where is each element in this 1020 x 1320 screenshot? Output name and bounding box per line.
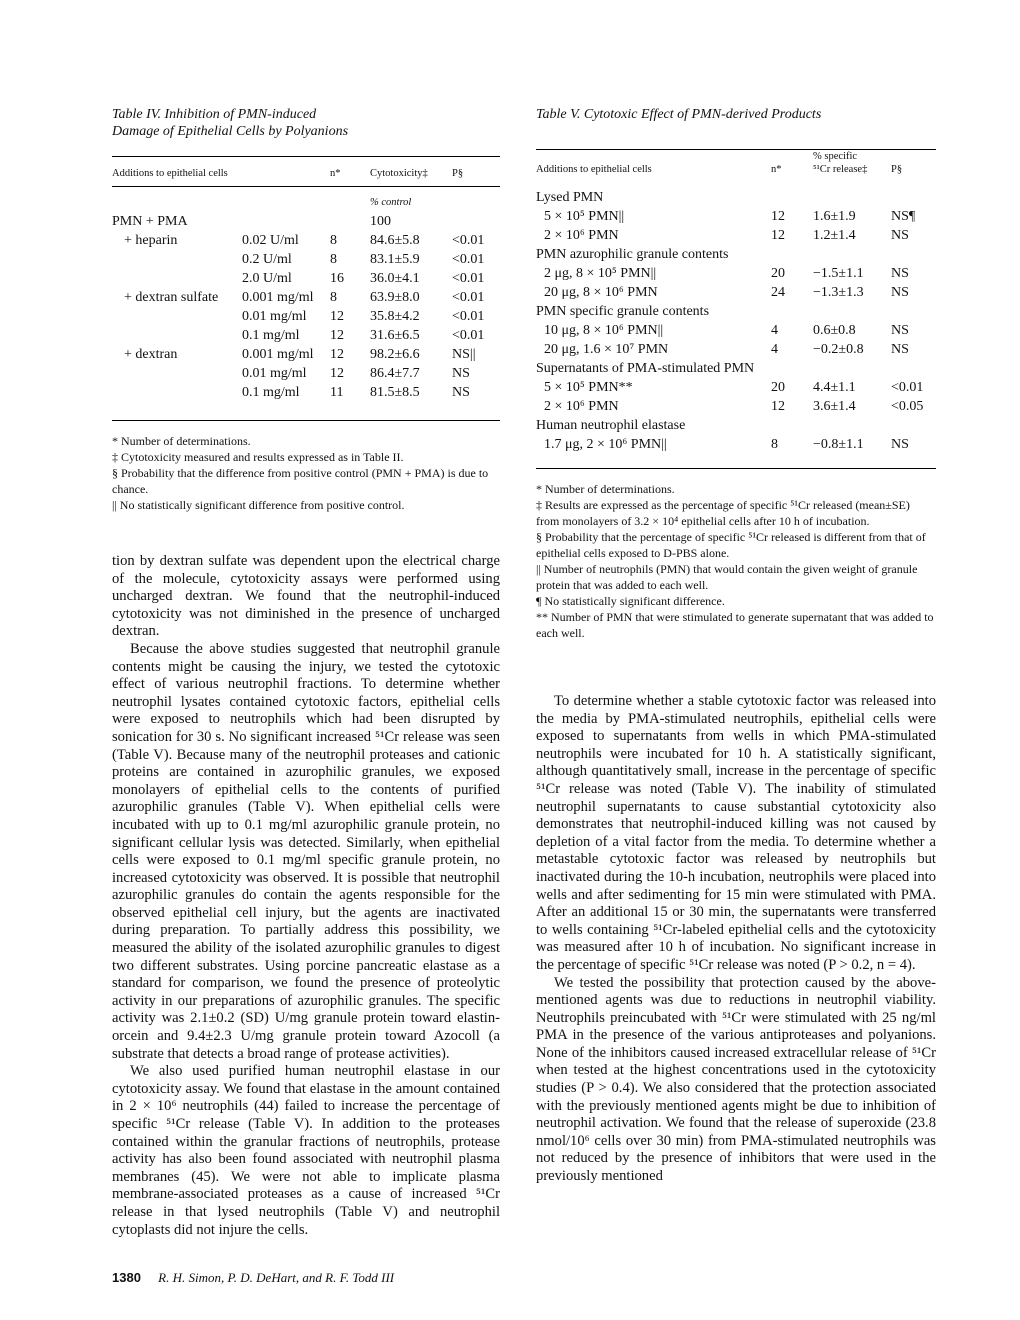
table-iv-caption: Table IV. Inhibition of PMN-induced Damage of Epithelial Cells by Polyanions xyxy=(112,107,349,139)
cell-agent: + heparin xyxy=(124,233,178,248)
cell-cytotoxicity: 84.6±5.8 xyxy=(370,233,420,248)
table-row xyxy=(112,250,500,269)
table-row xyxy=(112,231,500,250)
cell-p: NS xyxy=(452,385,470,400)
table-v xyxy=(536,149,936,454)
table-row xyxy=(112,307,500,326)
table-row xyxy=(536,302,936,321)
table-row xyxy=(536,435,936,454)
cell-n: 8 xyxy=(330,252,337,267)
cell-release: −1.3±1.3 xyxy=(813,285,864,300)
cell-p xyxy=(891,245,936,264)
table-row xyxy=(536,283,936,302)
cell-dose: 0.1 mg/ml xyxy=(242,385,300,400)
cell-dose: 0.01 mg/ml xyxy=(242,366,307,381)
paragraph: tion by dextran sulfate was dependent upon the electrical charge of the molecule, cytotoxicity assays were performed using uncharged dextran. We found that the neutrophil-induced cytotoxicity was not diminished in the presence of uncharged dextran. xyxy=(112,553,500,640)
cell-n: 12 xyxy=(771,228,785,243)
table-row xyxy=(536,321,936,340)
cell-n: 12 xyxy=(330,366,344,381)
table-row xyxy=(112,326,500,345)
cell-agent xyxy=(112,250,242,269)
cell-n: 16 xyxy=(330,271,344,286)
cell-cytotoxicity: 35.8±4.2 xyxy=(370,309,420,324)
cell-n: 20 xyxy=(771,380,785,395)
cell-agent xyxy=(112,364,242,383)
cell-p: NS xyxy=(891,323,909,338)
cell-p: <0.01 xyxy=(452,290,485,305)
cell-label: 2 × 10⁶ PMN xyxy=(544,228,619,243)
col-n: n* xyxy=(330,168,341,179)
cell-agent: + dextran sulfate xyxy=(124,290,219,305)
cell-release: −1.5±1.1 xyxy=(813,266,864,281)
cell-p: <0.05 xyxy=(891,399,924,414)
cell-label: 5 × 10⁵ PMN|| xyxy=(544,209,625,224)
table-row xyxy=(536,378,936,397)
table-row xyxy=(112,212,500,231)
table-row xyxy=(112,288,500,307)
right-body-text xyxy=(536,693,936,1186)
cell-release: −0.2±0.8 xyxy=(813,342,864,357)
cell-label: 5 × 10⁵ PMN** xyxy=(544,380,633,395)
cell-p: <0.01 xyxy=(891,380,924,395)
cell-n xyxy=(771,302,813,321)
table-row xyxy=(536,397,936,416)
cell-dose: 2.0 U/ml xyxy=(242,271,292,286)
footnote: ‡ Cytotoxicity measured and results expressed as in Table II. xyxy=(112,450,404,464)
table-v-caption: Table V. Cytotoxic Effect of PMN-derived Products xyxy=(536,107,822,122)
cell-n xyxy=(330,212,370,231)
footnote: * Number of determinations. xyxy=(536,482,675,496)
cell-cytotoxicity: 36.0±4.1 xyxy=(370,271,420,286)
cell-release xyxy=(813,245,891,264)
cell-dose xyxy=(242,212,330,231)
table-row xyxy=(536,245,936,264)
cell-n: 12 xyxy=(330,347,344,362)
cell-cytotoxicity: 81.5±8.5 xyxy=(370,385,420,400)
cell-cytotoxicity: 63.9±8.0 xyxy=(370,290,420,305)
table-row xyxy=(536,416,936,435)
footnote: * Number of determinations. xyxy=(112,434,251,448)
cell-p xyxy=(891,359,936,378)
cell-release xyxy=(813,359,891,378)
cell-dose: 0.001 mg/ml xyxy=(242,347,314,362)
cell-cytotoxicity: 86.4±7.7 xyxy=(370,366,420,381)
cell-cytotoxicity: 31.6±6.5 xyxy=(370,328,420,343)
cell-p: <0.01 xyxy=(452,271,485,286)
col-n: n* xyxy=(771,164,782,175)
table-row xyxy=(536,264,936,283)
cell-n: 24 xyxy=(771,285,785,300)
left-body-text xyxy=(112,553,500,1239)
cell-p: NS¶ xyxy=(891,209,916,224)
cell-p: <0.01 xyxy=(452,328,485,343)
cell-release: 1.2±1.4 xyxy=(813,228,856,243)
table-row xyxy=(536,340,936,359)
paragraph: Because the above studies suggested that neutrophil granule contents might be causing the injury, we tested the cytotoxic effect of various neutrophil fractions. To determine whether neutrophil lysates contained cytotoxic factors, epithelial cells were exposed to neutrophils which had been disrupted by sonication for 30 s. No significant increased ⁵¹Cr release was seen (Table V). Because many of the neutrophil proteases and cationic proteins are contained in azurophilic granules, we exposed monolayers of epithelial cells to the contents of purified azurophilic granules (Table V). When epithelial cells were incubated with up to 0.1 mg/ml azurophilic granule protein, no significant cellular lysis was detected. Similarly, when epithelial cells were exposed to 0.1 mg/ml specific granule protein, no increased cytotoxicity was observed. It is possible that neutrophil azurophilic granules do contain the agents responsible for the observed epithelial cell injury, but the agents are inactivated during preparation. To partially address this possibility, we measured the ability of the isolated azurophilic granules to digest two different substrates. Using porcine pancreatic elastase as a standard for comparison, we found the presence of proteolytic activity in our preparations of azurophilic granules. The specific activity was 2.1±0.2 (SD) U/mg granule protein toward elastin-orcein and 9.4±2.3 U/mg granule protein toward Azocoll (a substrate that detects a broad range of protease activities). xyxy=(112,640,500,1062)
page-footer xyxy=(112,1270,394,1286)
paragraph: We also used purified human neutrophil elastase in our cytotoxicity assay. We found that elastase in the amount contained in 2 × 10⁶ neutrophils (44) failed to increase the percentage of specific ⁵¹Cr release (Table V). In addition to the proteases contained within the granular fractions of neutrophils, protease activity has also been found associated with neutrophil plasma membranes (45). We were not able to implicate plasma membrane-associated proteases as a cause of increased ⁵¹Cr release in that lysed neutrophils (Table V) and neutrophil cytoplasts did not injure the cells. xyxy=(112,1063,500,1238)
table-row xyxy=(536,207,936,226)
cell-n xyxy=(771,182,813,207)
cell-release: 3.6±1.4 xyxy=(813,399,856,414)
footnote: || Number of neutrophils (PMN) that would contain the given weight of granule protein that was added to each well. xyxy=(536,562,918,592)
cell-n: 20 xyxy=(771,266,785,281)
col-additions: Additions to epithelial cells xyxy=(112,168,228,179)
cell-release xyxy=(813,302,891,321)
cell-p xyxy=(891,302,936,321)
table-row xyxy=(536,226,936,245)
cell-agent: + dextran xyxy=(124,347,178,362)
cell-agent xyxy=(112,269,242,288)
cell-agent xyxy=(112,383,242,402)
table-iv-footnotes xyxy=(112,433,500,513)
cell-label: Human neutrophil elastase xyxy=(536,418,686,433)
cell-p: NS xyxy=(452,366,470,381)
cell-p: NS xyxy=(891,342,909,357)
cell-n xyxy=(771,245,813,264)
cell-n: 4 xyxy=(771,323,778,338)
cell-n xyxy=(771,359,813,378)
cell-p: <0.01 xyxy=(452,233,485,248)
cell-n: 8 xyxy=(330,233,337,248)
cell-label: 20 μg, 1.6 × 10⁷ PMN xyxy=(544,342,669,357)
page-number: 1380 xyxy=(112,1270,141,1285)
col-cytotoxicity: Cytotoxicity‡ xyxy=(370,168,428,179)
cell-n: 4 xyxy=(771,342,778,357)
cell-p xyxy=(891,182,936,207)
paragraph: To determine whether a stable cytotoxic factor was released into the media by PMA-stimulated neutrophils, epithelial cells were exposed to supernatants from wells in which PMA-stimulated neutrophils were incubated for 10 h. A statistically significant, although quantitatively small, increase in the percentage of specific ⁵¹Cr release was noted (Table V). The inability of stimulated neutrophil supernatants to cause substantial cytotoxicity also demonstrates that neutrophil-induced killing was not caused by depletion of a vital factor from the media. To determine whether a metastable cytotoxic factor was released by neutrophils but inactivated during the 10-h incubation, neutrophils were placed into wells and after sedimenting for 15 min were stimulated with PMA. After an additional 15 or 30 min, the supernatants were transferred to wells containing ⁵¹Cr-labeled epithelial cells and the cytotoxicity was measured after 10 h of incubation. No significant increase in the percentage of specific ⁵¹Cr release was noted (P > 0.2, n = 4). xyxy=(536,693,936,973)
footnote: ‡ Results are expressed as the percentage of specific ⁵¹Cr released (mean±SE) from monolayers of 3.2 × 10⁴ epithelial cells after 10 h of incubation. xyxy=(536,498,910,528)
cell-n: 8 xyxy=(771,437,778,452)
table-row xyxy=(112,269,500,288)
cell-n: 8 xyxy=(330,290,337,305)
cell-dose: 0.02 U/ml xyxy=(242,233,299,248)
table-row xyxy=(112,364,500,383)
cell-dose: 0.1 mg/ml xyxy=(242,328,300,343)
cell-dose: 0.001 mg/ml xyxy=(242,290,314,305)
table-v-footnotes xyxy=(536,481,936,641)
paragraph: We tested the possibility that protection caused by the above-mentioned agents was due to reductions in neutrophil viability. Neutrophils preincubated with ⁵¹Cr were stimulated with 25 ng/ml PMA in the presence of the various antiproteases and polyanions. None of the inhibitors caused increased extracellular release of ⁵¹Cr when tested at the highest concentrations used in the cytotoxicity studies (P > 0.4). We also considered that the protection associated with the previously mentioned agents might be due to inhibition of neutrophil activation. We found that the release of superoxide (23.8 nmol/10⁶ cells over 30 min) from PMA-stimulated neutrophils was not reduced by the presence of inhibitors that were used in the previously mentioned xyxy=(536,974,936,1185)
cell-agent xyxy=(112,307,242,326)
footnote: ** Number of PMN that were stimulated to generate supernatant that was added to each well. xyxy=(536,610,934,640)
cell-release: 0.6±0.8 xyxy=(813,323,856,338)
table-row xyxy=(112,383,500,402)
cell-label: 2 × 10⁶ PMN xyxy=(544,399,619,414)
table-row xyxy=(536,182,936,207)
cell-cytotoxicity: 98.2±6.6 xyxy=(370,347,420,362)
cell-p: NS xyxy=(891,437,909,452)
cell-cytotoxicity: 100 xyxy=(370,214,391,229)
cell-label: PMN specific granule contents xyxy=(536,304,710,319)
cell-n: 12 xyxy=(771,209,785,224)
col-p: P§ xyxy=(452,168,464,179)
cell-p: NS xyxy=(891,285,909,300)
cell-p: NS xyxy=(891,266,909,281)
cell-p xyxy=(452,212,500,231)
cell-n: 12 xyxy=(330,328,344,343)
cell-label: 20 μg, 8 × 10⁶ PMN xyxy=(544,285,658,300)
table-row xyxy=(536,359,936,378)
cell-n: 12 xyxy=(771,399,785,414)
cell-label: Supernatants of PMA-stimulated PMN xyxy=(536,361,755,376)
cell-label: PMN azurophilic granule contents xyxy=(536,247,729,262)
cell-p: NS xyxy=(891,228,909,243)
authors: R. H. Simon, P. D. DeHart, and R. F. Todd III xyxy=(158,1270,395,1285)
footnote: § Probability that the percentage of specific ⁵¹Cr released is different from that of epithelial cells exposed to D-PBS alone. xyxy=(536,530,926,560)
footnote: || No statistically significant difference from positive control. xyxy=(112,498,405,512)
cell-label: 10 μg, 8 × 10⁶ PMN|| xyxy=(544,323,664,338)
table-v-header xyxy=(536,150,936,183)
cell-label: 2 μg, 8 × 10⁵ PMN|| xyxy=(544,266,657,281)
cell-release: −0.8±1.1 xyxy=(813,437,864,452)
cell-label: Lysed PMN xyxy=(536,190,604,205)
cell-p: <0.01 xyxy=(452,309,485,324)
cell-cytotoxicity: 83.1±5.9 xyxy=(370,252,420,267)
cell-release: 4.4±1.1 xyxy=(813,380,856,395)
col-release: % specific ⁵¹Cr release‡ xyxy=(813,151,868,175)
cell-release xyxy=(813,182,891,207)
col-additions: Additions to epithelial cells xyxy=(536,164,652,175)
right-column xyxy=(536,106,936,1186)
col-p: P§ xyxy=(891,164,903,175)
cell-agent xyxy=(112,326,242,345)
table-iv-header xyxy=(112,157,500,187)
footnote: ¶ No statistically significant difference. xyxy=(536,594,725,608)
cell-n: 12 xyxy=(330,309,344,324)
table-row xyxy=(112,345,500,364)
subheader-percent-control: % control xyxy=(370,197,412,208)
cell-n: 11 xyxy=(330,385,344,400)
cell-dose: 0.01 mg/ml xyxy=(242,309,307,324)
cell-dose: 0.2 U/ml xyxy=(242,252,292,267)
table-iv xyxy=(112,156,500,402)
cell-p xyxy=(891,416,936,435)
cell-agent: PMN + PMA xyxy=(112,214,188,229)
cell-label: 1.7 μg, 2 × 10⁶ PMN|| xyxy=(544,437,667,452)
cell-p: NS|| xyxy=(452,347,476,362)
cell-n xyxy=(771,416,813,435)
left-column xyxy=(112,106,500,1239)
cell-release xyxy=(813,416,891,435)
cell-p: <0.01 xyxy=(452,252,485,267)
footnote: § Probability that the difference from positive control (PMN + PMA) is due to chance. xyxy=(112,466,489,496)
cell-release: 1.6±1.9 xyxy=(813,209,856,224)
